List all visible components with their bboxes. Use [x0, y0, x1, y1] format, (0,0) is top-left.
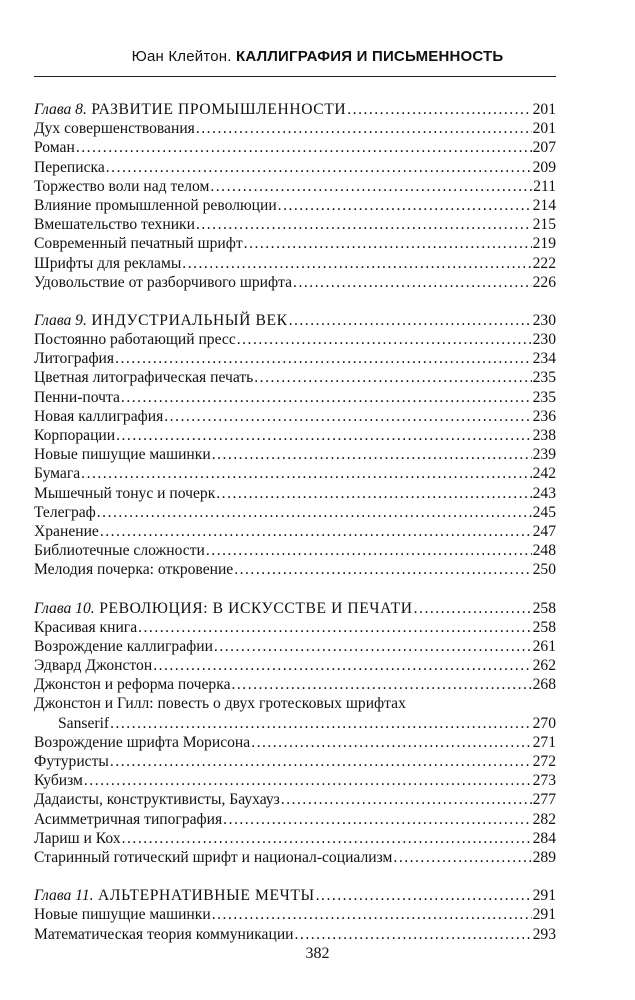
- toc-entry: [34, 829, 556, 848]
- chapter-title: РЕВОЛЮЦИЯ: В ИСКУССТВЕ И ПЕЧАТИ: [99, 599, 413, 617]
- entry-page: 282: [532, 810, 556, 828]
- toc-entry: [34, 234, 556, 253]
- toc-entry: [34, 675, 556, 694]
- toc-entry-line1: [34, 694, 556, 713]
- dot-leader: [244, 234, 532, 253]
- entry-page: 226: [532, 273, 556, 291]
- dot-leader: [232, 675, 532, 694]
- toc-entry: [34, 637, 556, 656]
- dot-leader: [234, 560, 531, 579]
- entry-title: Джонстон и Гилл: повесть о двух гротесковых шрифтах: [34, 695, 406, 713]
- chapter-title-group: [34, 311, 288, 330]
- header-title: КАЛЛИГРАФИЯ И ПИСЬМЕННОСТЬ: [236, 48, 504, 65]
- chapter-heading: [34, 599, 556, 618]
- toc-entry: [34, 771, 556, 790]
- entry-title: Шрифты для рекламы: [34, 254, 182, 272]
- chapter-title: РАЗВИТИЕ ПРОМЫШЛЕННОСТИ: [91, 101, 347, 118]
- entry-title: Асимметричная типография: [34, 810, 223, 828]
- chapter-page: 201: [532, 101, 556, 118]
- dot-leader: [237, 330, 532, 349]
- chapter-page: 291: [532, 887, 556, 905]
- toc-entry: [34, 905, 556, 924]
- toc-entry: [34, 273, 556, 292]
- toc-entry: [34, 119, 556, 138]
- entry-title: Математическая теория коммуникации: [34, 925, 294, 943]
- entry-page: 250: [532, 561, 556, 579]
- chapter-title-group: [34, 599, 413, 618]
- entry-title: Торжество воли над телом: [34, 177, 210, 195]
- entry-page: 289: [532, 848, 556, 866]
- chapter-label: Глава 10.: [34, 599, 95, 617]
- entry-title: Джонстон и реформа почерка: [34, 676, 231, 694]
- toc-entry: [34, 158, 556, 177]
- entry-page: 258: [532, 618, 556, 636]
- dot-leader: [281, 790, 532, 809]
- entry-page: 273: [532, 772, 556, 790]
- entry-page: 222: [532, 254, 556, 272]
- chapter-title-group: [34, 100, 346, 119]
- entry-page: 291: [532, 906, 556, 924]
- dot-leader: [110, 714, 532, 733]
- chapter-block: [34, 311, 556, 580]
- entry-title: Хранение: [34, 522, 99, 540]
- toc-entry: [34, 560, 556, 579]
- dot-leader: [100, 522, 532, 541]
- entry-page: 261: [532, 637, 556, 655]
- entry-page: 235: [532, 369, 556, 387]
- dot-leader: [414, 599, 532, 618]
- dot-leader: [97, 503, 532, 522]
- entry-page: 238: [532, 427, 556, 444]
- chapter-title: АЛЬТЕРНАТИВНЫЕ МЕЧТЫ: [98, 887, 315, 905]
- entry-page: 271: [532, 733, 556, 751]
- dot-leader: [196, 119, 532, 138]
- running-header: [0, 48, 635, 65]
- toc-entry: [34, 388, 556, 407]
- dot-leader: [84, 771, 532, 790]
- entry-title: Возрождение каллиграфии: [34, 637, 213, 655]
- entry-page: 293: [532, 925, 556, 943]
- chapter-heading: [34, 100, 556, 119]
- table-of-contents: [34, 100, 556, 963]
- entry-title: Постоянно работающий пресс: [34, 331, 236, 349]
- entry-title: Старинный готический шрифт и национал-социализм: [34, 848, 393, 866]
- dot-leader: [223, 810, 531, 829]
- dot-leader: [293, 273, 532, 292]
- chapter-heading: [34, 886, 556, 905]
- toc-entry: [34, 522, 556, 541]
- entry-page: 247: [532, 522, 556, 540]
- dot-leader: [316, 886, 532, 905]
- toc-entry: [34, 349, 556, 368]
- entry-title: Эдвард Джонстон: [34, 657, 153, 675]
- entry-page: 277: [532, 791, 556, 809]
- toc-entry: [34, 656, 556, 675]
- dot-leader: [206, 541, 532, 560]
- toc-entry: [34, 177, 556, 196]
- entry-title: Кубизм: [34, 772, 83, 790]
- dot-leader: [254, 368, 531, 387]
- toc-entry: [34, 464, 556, 483]
- entry-page: 209: [532, 158, 556, 176]
- toc-entry: [34, 426, 556, 445]
- page-number: 382: [305, 945, 330, 962]
- entry-page: 234: [532, 350, 556, 368]
- toc-entry: [34, 503, 556, 522]
- chapter-block: [34, 599, 556, 868]
- entry-title: Мелодия почерка: откровение: [34, 561, 234, 579]
- entry-page: 242: [532, 465, 556, 483]
- chapter-page: 230: [532, 311, 556, 329]
- entry-page: 219: [532, 235, 556, 253]
- entry-title: Футуристы: [34, 753, 109, 770]
- entry-title: Переписка: [34, 158, 105, 176]
- toc-entry: [34, 445, 556, 464]
- chapter-title-group: [34, 886, 315, 905]
- toc-entry: [34, 790, 556, 809]
- header-author: Юан Клейтон.: [131, 48, 232, 65]
- dot-leader: [393, 848, 531, 867]
- entry-title: Дадаисты, конструктивисты, Баухауз: [34, 791, 280, 809]
- entry-page: 270: [532, 714, 556, 732]
- chapter-label: Глава 11.: [34, 887, 94, 905]
- entry-page: 207: [532, 139, 556, 157]
- entry-page: 268: [532, 676, 556, 694]
- dot-leader: [182, 254, 531, 273]
- dot-leader: [122, 829, 532, 848]
- toc-entry: [34, 215, 556, 234]
- dot-leader: [116, 426, 531, 445]
- entry-page: 201: [532, 120, 556, 138]
- entry-title: Вмешательство техники: [34, 216, 195, 234]
- entry-page: 239: [532, 446, 556, 464]
- entry-title: Корпорации: [34, 427, 116, 444]
- dot-leader: [106, 158, 532, 177]
- toc-entry: [34, 618, 556, 637]
- dot-leader: [212, 905, 532, 924]
- dot-leader: [251, 733, 531, 752]
- entry-title: Новая каллиграфия: [34, 407, 164, 425]
- toc-entry: [34, 925, 556, 944]
- dot-leader: [115, 349, 532, 368]
- entry-title: Роман: [34, 139, 75, 157]
- chapter-label: Глава 9.: [34, 311, 87, 329]
- toc-entry: [34, 541, 556, 560]
- entry-title: Новые пишущие машинки: [34, 446, 211, 464]
- entry-page: 248: [532, 542, 556, 560]
- dot-leader: [110, 752, 532, 771]
- entry-title: Дух совершенствования: [34, 120, 195, 138]
- toc-entry: [34, 714, 556, 733]
- entry-title: Новые пишущие машинки: [34, 906, 211, 924]
- dot-leader: [153, 656, 531, 675]
- toc-entry: [34, 810, 556, 829]
- dot-leader: [295, 925, 532, 944]
- entry-title: Телеграф: [34, 503, 96, 521]
- toc-entry: [34, 484, 556, 503]
- entry-title: Цветная литографическая печать: [34, 369, 254, 387]
- entry-page: 230: [532, 331, 556, 349]
- entry-page: 272: [532, 753, 556, 770]
- toc-entry: [34, 848, 556, 867]
- dot-leader: [81, 464, 531, 483]
- entry-title: Бумага: [34, 465, 81, 483]
- toc-entry: [34, 254, 556, 273]
- dot-leader: [196, 215, 532, 234]
- entry-page: 236: [532, 407, 556, 425]
- entry-page: 235: [532, 388, 556, 406]
- dot-leader: [210, 177, 532, 196]
- entry-page: 215: [532, 216, 556, 234]
- entry-page: 214: [532, 196, 556, 214]
- chapter-title: ИНДУСТРИАЛЬНЫЙ ВЕК: [91, 311, 288, 329]
- entry-page: 243: [532, 484, 556, 502]
- chapter-block: [34, 886, 556, 944]
- entry-page: 284: [532, 829, 556, 847]
- header-rule: [34, 76, 556, 77]
- entry-title: Лариш и Кох: [34, 829, 121, 847]
- toc-entry: [34, 138, 556, 157]
- chapter-page: 258: [532, 599, 556, 617]
- toc-entry: [34, 733, 556, 752]
- entry-page: 211: [533, 177, 556, 195]
- dot-leader: [138, 618, 531, 637]
- entry-title: Возрождение шрифта Морисона: [34, 733, 251, 751]
- dot-leader: [347, 100, 531, 119]
- entry-title: Современный печатный шрифт: [34, 235, 243, 253]
- entry-page: 262: [532, 657, 556, 675]
- entry-title-continued: Sanserif: [58, 714, 110, 732]
- toc-entry: [34, 368, 556, 387]
- entry-title: Литография: [34, 350, 115, 368]
- dot-leader: [76, 138, 532, 157]
- dot-leader: [164, 407, 531, 426]
- entry-title: Библиотечные сложности: [34, 542, 205, 560]
- toc-entry: [34, 196, 556, 215]
- dot-leader: [212, 445, 532, 464]
- chapter-heading: [34, 311, 556, 330]
- toc-entry: [34, 752, 556, 771]
- entry-title: Влияние промышленной революции: [34, 196, 277, 214]
- dot-leader: [214, 637, 532, 656]
- chapter-label: Глава 8.: [34, 101, 87, 118]
- entry-page: 245: [532, 503, 556, 521]
- chapter-block: [34, 100, 556, 292]
- entry-title: Красивая книга: [34, 618, 138, 636]
- toc-entry: [34, 407, 556, 426]
- dot-leader: [278, 196, 532, 215]
- dot-leader: [289, 311, 532, 330]
- toc-entry: [34, 330, 556, 349]
- dot-leader: [121, 388, 532, 407]
- entry-title: Пенни-почта: [34, 388, 120, 406]
- dot-leader: [216, 484, 531, 503]
- entry-title: Мышечный тонус и почерк: [34, 484, 216, 502]
- entry-title: Удовольствие от разборчивого шрифта: [34, 273, 293, 291]
